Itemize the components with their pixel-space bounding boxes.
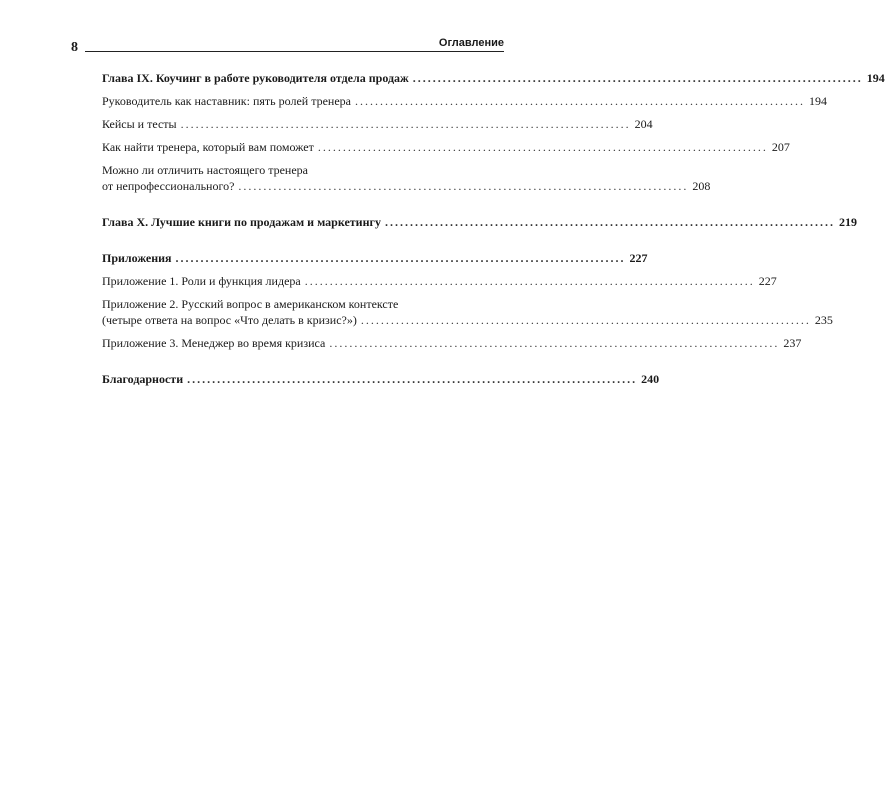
toc-entry[interactable] <box>102 139 790 155</box>
toc-entry-page: 194 <box>809 94 827 108</box>
toc-entry-page: 208 <box>692 179 711 193</box>
dot-leader: .......................................................................................... <box>238 179 689 193</box>
dot-leader: .......................................................................................... <box>180 117 631 131</box>
toc-entry[interactable] <box>102 214 857 230</box>
toc-entry[interactable] <box>102 93 827 109</box>
page-number: 8 <box>71 40 78 55</box>
toc-entry-title: Кейсы и тесты <box>102 117 177 131</box>
toc-entry-title: Приложения <box>102 251 172 265</box>
dot-leader: .......................................................................................... <box>360 313 811 327</box>
toc-entry-page: 240 <box>641 372 660 386</box>
toc-entry-page: 194 <box>866 71 885 85</box>
dot-leader: .......................................................................................... <box>175 251 626 265</box>
dot-leader: .......................................................................................... <box>317 140 768 154</box>
dot-leader: .......................................................................................... <box>329 336 780 350</box>
dot-leader: .......................................................................................... <box>384 215 835 229</box>
toc-entry[interactable] <box>102 335 802 351</box>
toc-entry[interactable] <box>102 273 777 289</box>
toc-entry-title-line1: Можно ли отличить настоящего тренера <box>102 163 308 177</box>
dot-leader: .......................................................................................... <box>355 94 805 108</box>
toc-entry[interactable] <box>102 70 885 86</box>
table-of-contents <box>102 70 885 387</box>
toc-entry-page: 219 <box>838 215 857 229</box>
toc-entry-page: 235 <box>814 313 833 327</box>
toc-entry-page: 227 <box>758 274 777 288</box>
dot-leader: .......................................................................................... <box>187 372 638 386</box>
toc-entry-title: Приложение 3. Менеджер во время кризиса <box>102 336 326 350</box>
toc-entry-title: Глава IX. Коучинг в работе руководителя отдела продаж <box>102 71 409 85</box>
toc-entry-title: Благодарности <box>102 372 184 386</box>
toc-entry-title: Приложение 1. Роли и функция лидера <box>102 274 301 288</box>
toc-entry[interactable] <box>102 116 653 132</box>
running-header <box>71 37 504 60</box>
dot-leader: .......................................................................................... <box>412 71 863 85</box>
toc-entry-page: 207 <box>771 140 790 154</box>
header-rule <box>85 51 504 52</box>
dot-leader: .......................................................................................... <box>304 274 755 288</box>
toc-entry-title: Как найти тренера, который вам поможет <box>102 140 314 154</box>
toc-entry[interactable] <box>102 371 660 387</box>
toc-entry-title: от непрофессионального? <box>102 179 235 193</box>
toc-entry[interactable] <box>102 250 648 266</box>
toc-entry-title: Руководитель как наставник: пять ролей тренера <box>102 94 351 108</box>
toc-entry-page: 227 <box>629 251 648 265</box>
toc-entry-title: (четыре ответа на вопрос «Что делать в кризис?») <box>102 313 357 327</box>
toc-entry-title-line1: Приложение 2. Русский вопрос в американском контексте <box>102 297 399 311</box>
section-title: Оглавление <box>435 37 504 49</box>
toc-entry-page: 204 <box>634 117 653 131</box>
toc-entry[interactable] <box>102 162 711 194</box>
toc-entry-title: Глава X. Лучшие книги по продажам и маркетингу <box>102 215 381 229</box>
toc-entry[interactable] <box>102 296 833 328</box>
toc-entry-page: 237 <box>783 336 802 350</box>
